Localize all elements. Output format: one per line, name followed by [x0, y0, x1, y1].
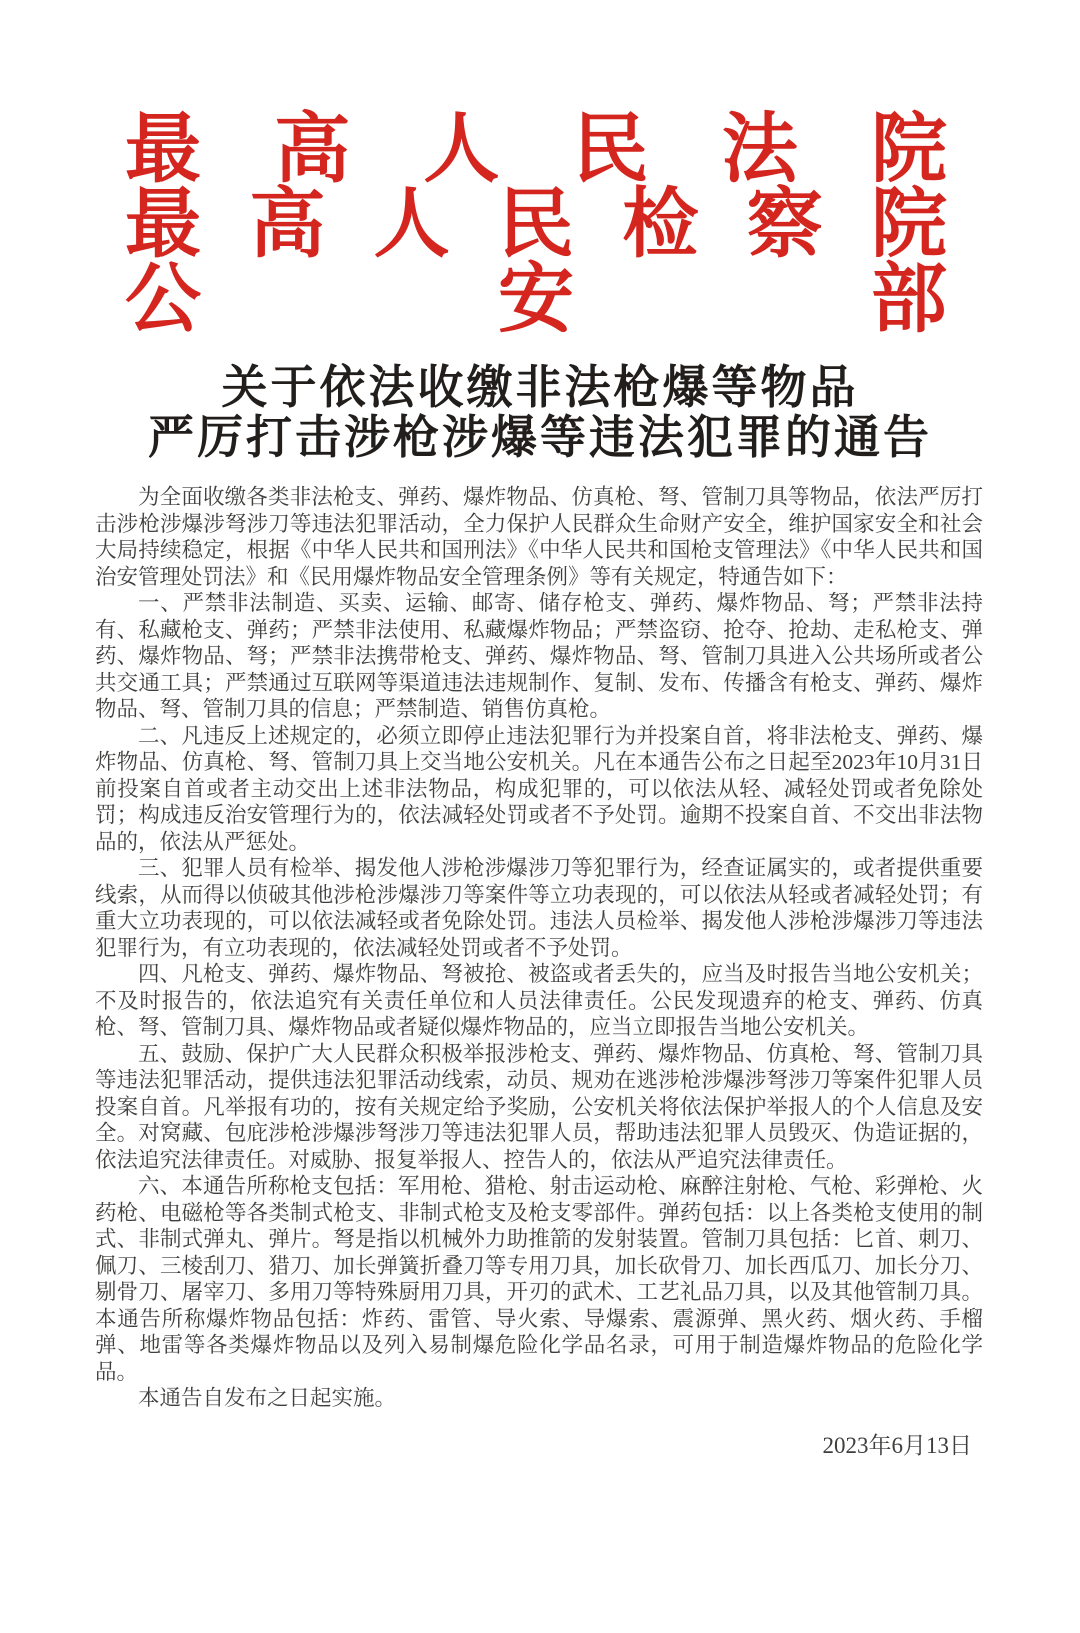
issuer-char: 公 — [125, 258, 201, 342]
issuer-char: 人 — [423, 108, 500, 192]
issuer-line — [125, 108, 947, 192]
notice-title-line2: 严厉打击涉枪涉爆等违法犯罪的通告 — [148, 412, 932, 463]
body-paragraph: 五、鼓励、保护广大人民群众积极举报涉枪支、弹药、爆炸物品、仿真枪、弩、管制刀具等违法犯罪活动，提供违法犯罪活动线索，动员、规劝在逃涉枪涉爆涉弩涉刀等案件犯罪人员投案自首。凡举报有功的，按有关规定给予奖励，公安机关将依法保护举报人的个人信息及安全。对窝藏、包庇涉枪涉爆涉弩涉刀等违法犯罪人员，帮助违法犯罪人员毁灭、伪造证据的，依法追究法律责任。对威胁、报复举报人、控告人的，依法从严追究法律责任。 — [95, 1041, 983, 1172]
body-paragraph: 四、凡枪支、弹药、爆炸物品、弩被抢、被盗或者丢失的，应当及时报告当地公安机关；不及时报告的，依法追究有关责任单位和人员法律责任。公民发现遗弃的枪支、弹药、仿真枪、弩、管制刀具、爆炸物品或者疑似爆炸物品的，应当立即报告当地公安机关。 — [95, 962, 983, 1039]
issuer-char: 院 — [870, 183, 947, 267]
issuer-char: 高 — [249, 183, 326, 267]
issuer-char: 察 — [746, 183, 823, 267]
body-paragraph: 六、本通告所称枪支包括：军用枪、猎枪、射击运动枪、麻醉注射枪、气枪、彩弹枪、火药枪、电磁枪等各类制式枪支、非制式枪支及枪支零部件。弹药包括：以上各类枪支使用的制式、非制式弹丸、弹片。弩是指以机械外力助推箭的发射装置。管制刀具包括：匕首、刺刀、佩刀、三棱刮刀、猎刀、加长弹簧折叠刀等专用刀具，加长砍骨刀、加长西瓜刀、加长分刀、剔骨刀、屠宰刀、多用刀等特殊厨用刀具，开刃的武术、工艺礼品刀具，以及其他管制刀具。本通告所称爆炸物品包括：炸药、雷管、导火索、导爆索、震源弹、黑火药、烟火药、手榴弹、地雷等各类爆炸物品以及列入易制爆危险化学品名录，可用于制造爆炸物品的危险化学品。 — [95, 1174, 983, 1384]
body-paragraph: 本通告自发布之日起实施。 — [138, 1386, 397, 1410]
issuer-char: 民 — [572, 108, 649, 192]
body-paragraph: 为全面收缴各类非法枪支、弹药、爆炸物品、仿真枪、弩、管制刀具等物品，依法严厉打击涉枪涉爆涉弩涉刀等违法犯罪活动，全力保护人民群众生命财产安全，维护国家安全和社会大局持续稳定，根据《中华人民共和国刑法》《中华人民共和国枪支管理法》《中华人民共和国治安管理处罚法》和《民用爆炸物品安全管理条例》等有关规定，特通告如下： — [95, 485, 983, 589]
issuer-header — [125, 108, 947, 342]
issuer-char: 最 — [125, 108, 201, 192]
issuer-line — [125, 258, 947, 342]
body-paragraph: 一、严禁非法制造、买卖、运输、邮寄、储存枪支、弹药、爆炸物品、弩；严禁非法持有、私藏枪支、弹药；严禁非法使用、私藏爆炸物品；严禁盗窃、抢夺、抢劫、走私枪支、弹药、爆炸物品、弩；严禁非法携带枪支、弹药、爆炸物品、弩、管制刀具进入公共场所或者公共交通工具；严禁通过互联网等渠道违法违规制作、复制、发布、传播含有枪支、弹药、爆炸物品、弩、管制刀具的信息；严禁制造、销售仿真枪。 — [95, 591, 983, 721]
body-paragraph: 二、凡违反上述规定的，必须立即停止违法犯罪行为并投案自首，将非法枪支、弹药、爆炸物品、仿真枪、弩、管制刀具上交当地公安机关。凡在本通告公布之日起至2023年10月31日前投案自首或者主动交出上述非法物品，构成犯罪的，可以依法从轻、减轻处罚或者免除处罚；构成违反治安管理行为的，依法减轻处罚或者不予处罚。逾期不投案自首、不交出非法物品的，依法从严惩处。 — [95, 723, 983, 854]
body-paragraph: 三、犯罪人员有检举、揭发他人涉枪涉爆涉刀等犯罪行为，经查证属实的，或者提供重要线索，从而得以侦破其他涉枪涉爆涉刀等案件等立功表现的，可以依法从轻或者减轻处罚；有重大立功表现的，可以依法减轻或者免除处罚。违法人员检举、揭发他人涉枪涉爆涉刀等违法犯罪行为，有立功表现的，依法减轻处罚或者不予处罚。 — [95, 856, 983, 960]
issuer-char: 部 — [871, 258, 947, 342]
issuer-char: 最 — [125, 183, 201, 267]
notice-title-line1: 关于依法收缴非法枪爆等物品 — [221, 362, 859, 413]
issuer-char: 民 — [497, 183, 574, 267]
issuer-char: 检 — [622, 183, 699, 267]
issuer-line — [125, 183, 947, 267]
issuer-char: 人 — [373, 183, 450, 267]
issuer-char: 院 — [870, 108, 947, 192]
issuer-char: 安 — [498, 258, 574, 342]
issue-date: 2023年6月13日 — [822, 1432, 972, 1458]
notice-title — [0, 363, 1080, 463]
issuer-char: 高 — [274, 108, 351, 192]
issuer-char: 法 — [721, 108, 798, 192]
notice-body — [95, 484, 983, 1412]
